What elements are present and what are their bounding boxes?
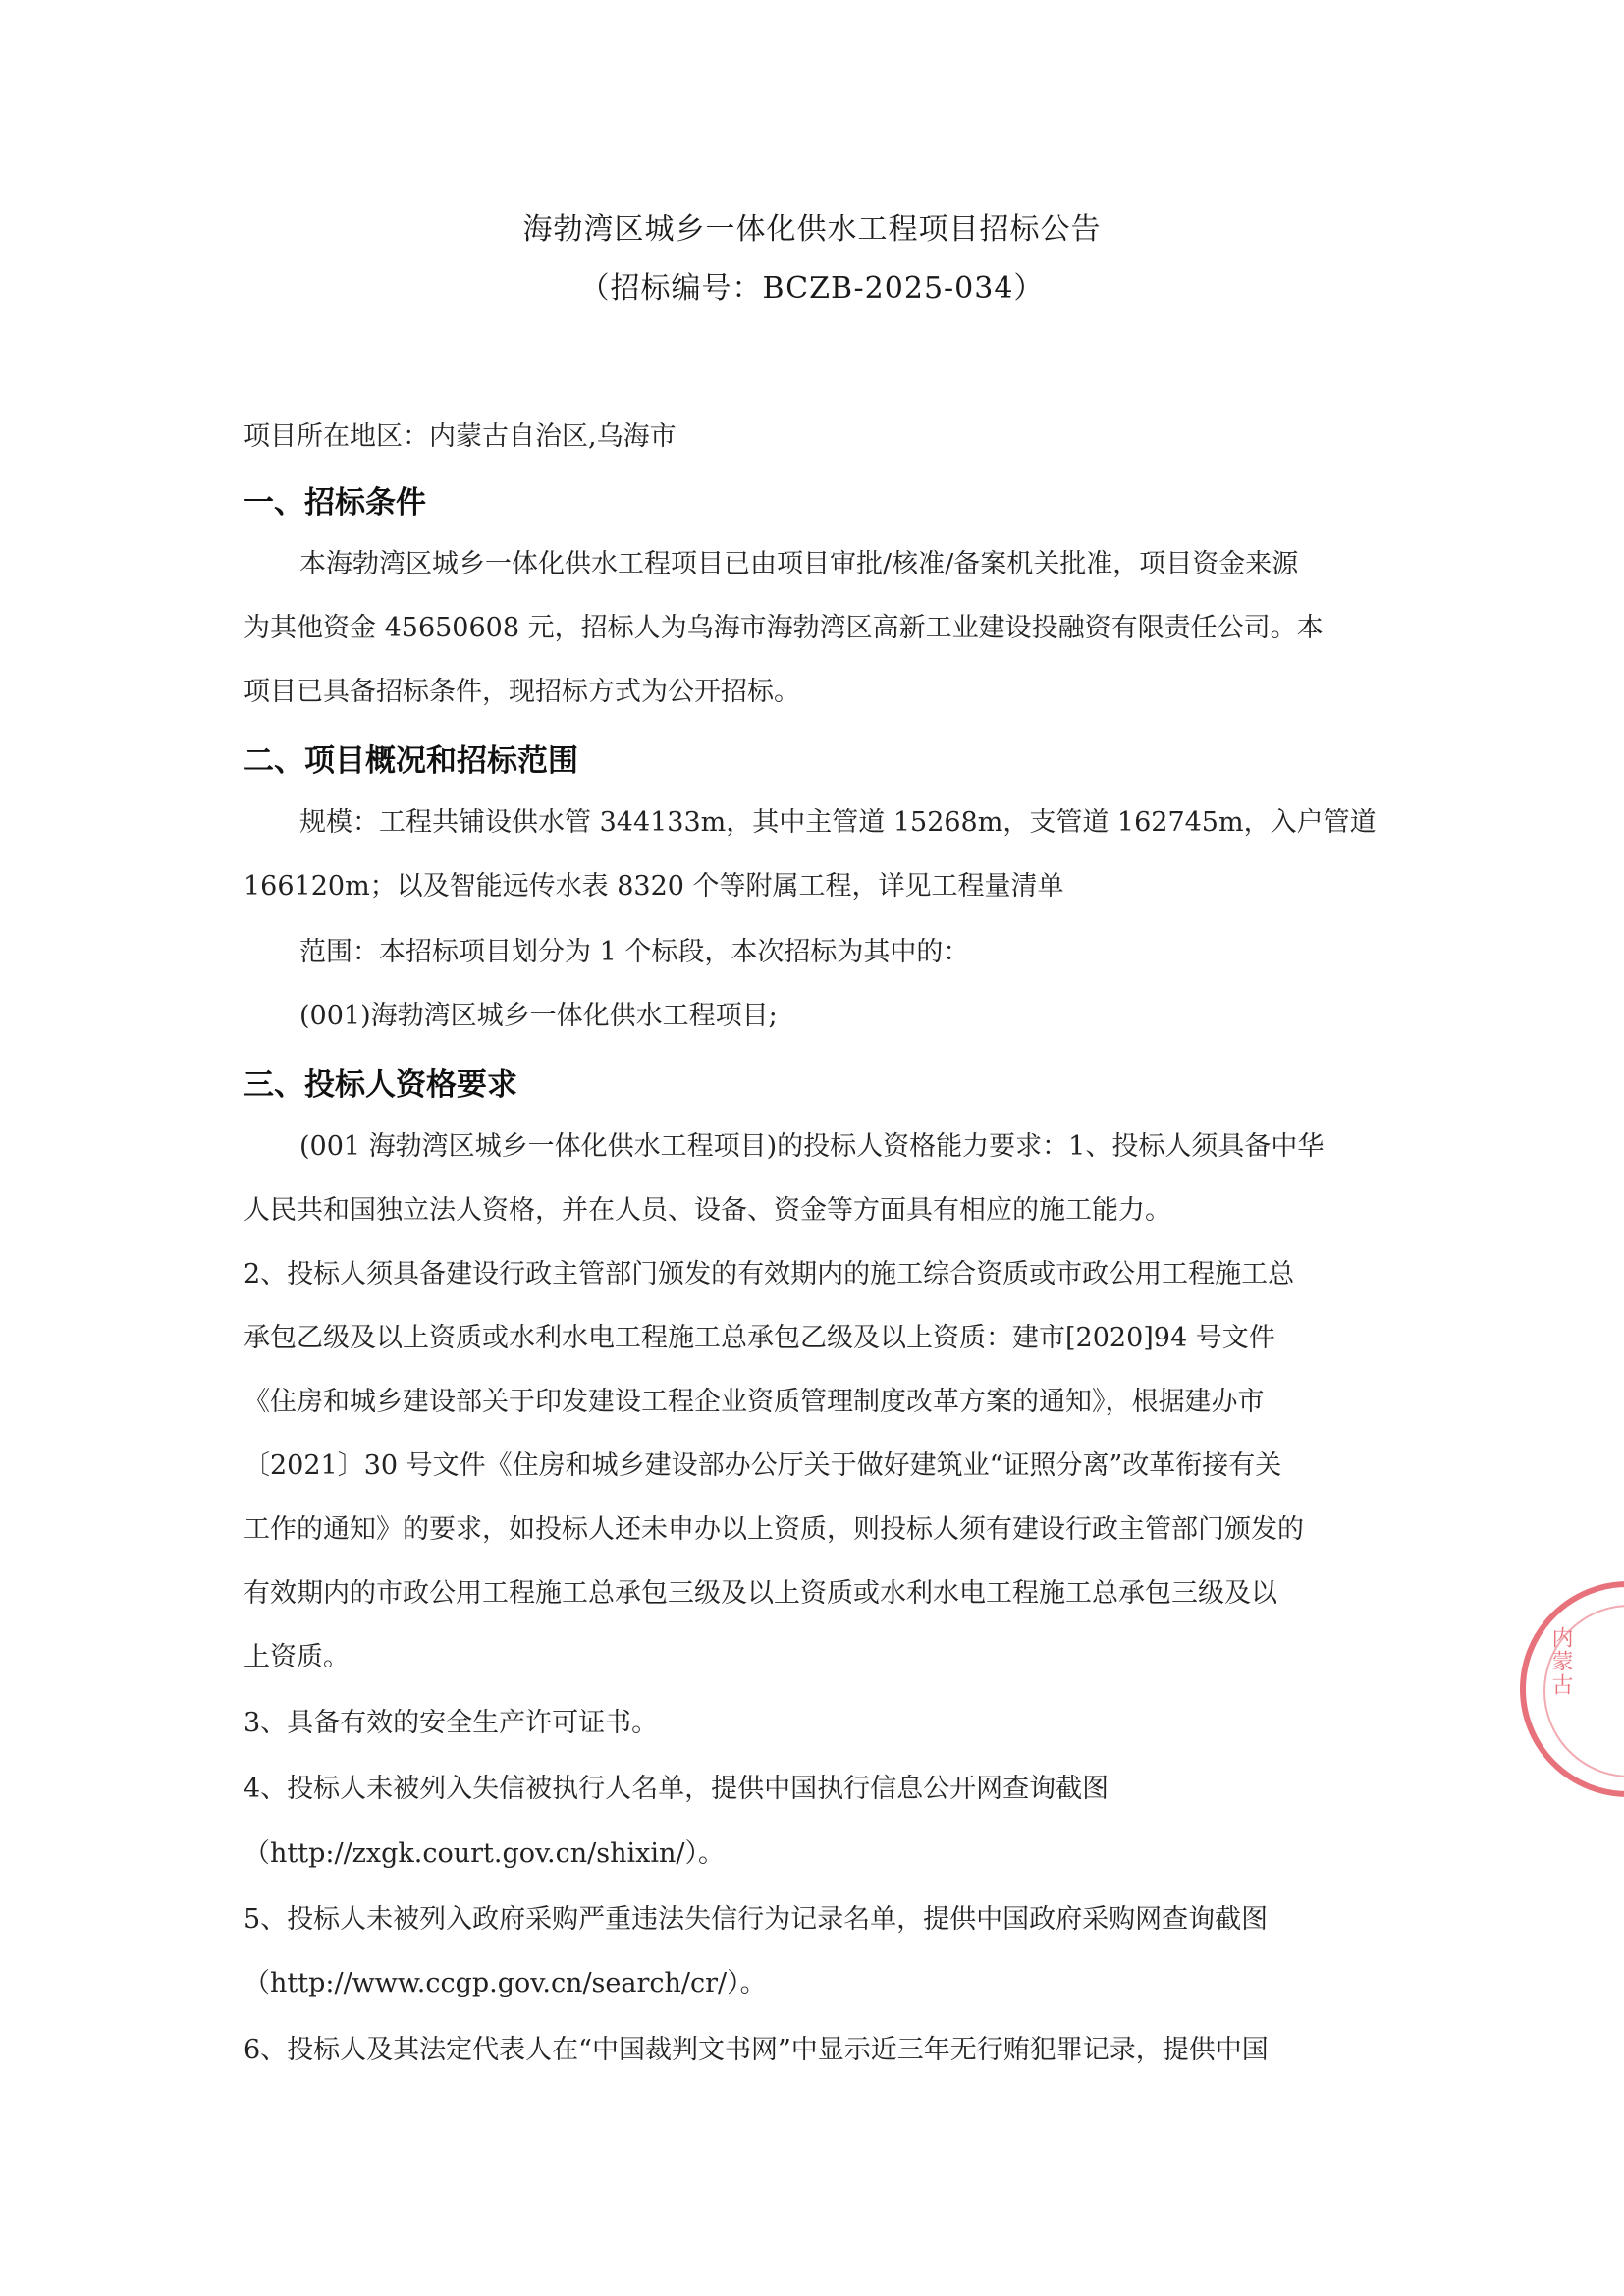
- paragraph-line: 有效期内的市政公用工程施工总承包三级及以上资质或水利水电工程施工总承包三级及以: [244, 1578, 1277, 1609]
- section-heading-1: 一、招标条件: [244, 485, 426, 520]
- paragraph-line: 规模：工程共铺设供水管 344133m，其中主管道 15268m，支管道 162745m，入户管道: [299, 807, 1377, 838]
- section-heading-3: 三、投标人资格要求: [244, 1067, 517, 1103]
- paragraph-line: 承包乙级及以上资质或水利水电工程施工总承包乙级及以上资质：建市[2020]94 号文件: [244, 1323, 1275, 1353]
- section-heading-2: 二、项目概况和招标范围: [244, 743, 578, 779]
- document-title: 海勃湾区城乡一体化供水工程项目招标公告: [522, 212, 1102, 246]
- paragraph-line: 为其他资金 45650608 元，招标人为乌海市海勃湾区高新工业建设投融资有限责任公司。本: [244, 613, 1324, 643]
- paragraph-line: 范围：本招标项目划分为 1 个标段，本次招标为其中的：: [299, 937, 970, 967]
- document-subtitle: （招标编号：BCZB-2025-034）: [579, 271, 1045, 305]
- paragraph-line: 工作的通知》的要求，如投标人还未申办以上资质，则投标人须有建设行政主管部门颁发的: [244, 1514, 1304, 1545]
- paragraph-line: 3、具备有效的安全生产许可证书。: [244, 1708, 659, 1738]
- paragraph-line: 《住房和城乡建设部关于印发建设工程企业资质管理制度改革方案的通知》，根据建办市: [244, 1387, 1265, 1417]
- paragraph-line: (001)海勃湾区城乡一体化供水工程项目;: [299, 1001, 778, 1031]
- paragraph-line: 166120m；以及智能远传水表 8320 个等附属工程，详见工程量清单: [244, 871, 1064, 902]
- paragraph-line: 6、投标人及其法定代表人在“中国裁判文书网”中显示近三年无行贿犯罪记录，提供中国: [244, 2035, 1269, 2065]
- paragraph-line: 本海勃湾区城乡一体化供水工程项目已由项目审批/核准/备案机关批准，项目资金来源: [299, 549, 1299, 579]
- paragraph-line: 项目已具备招标条件，现招标方式为公开招标。: [244, 677, 800, 707]
- paragraph-line: 上资质。: [244, 1642, 350, 1672]
- project-region: 项目所在地区：内蒙古自治区,乌海市: [244, 421, 677, 452]
- paragraph-line: 2、投标人须具备建设行政主管部门颁发的有效期内的施工综合资质或市政公用工程施工总: [244, 1259, 1295, 1289]
- paragraph-line: 5、投标人未被列入政府采购严重违法失信行为记录名单，提供中国政府采购网查询截图: [244, 1904, 1269, 1935]
- official-seal: [1520, 1581, 1624, 1797]
- paragraph-line: (001 海勃湾区城乡一体化供水工程项目)的投标人资格能力要求：1、投标人须具备中华: [299, 1131, 1325, 1162]
- paragraph-line: （http://www.ccgp.gov.cn/search/cr/）。: [244, 1968, 767, 1998]
- paragraph-line: （http://zxgk.court.gov.cn/shixin/）。: [244, 1838, 725, 1869]
- seal-text: 内蒙古: [1548, 1626, 1573, 1697]
- paragraph-line: 〔2021〕30 号文件《住房和城乡建设部办公厅关于做好建筑业“证照分离”改革衔接有关: [244, 1450, 1282, 1481]
- paragraph-line: 人民共和国独立法人资格，并在人员、设备、资金等方面具有相应的施工能力。: [244, 1195, 1171, 1226]
- paragraph-line: 4、投标人未被列入失信被执行人名单，提供中国执行信息公开网查询截图: [244, 1774, 1110, 1804]
